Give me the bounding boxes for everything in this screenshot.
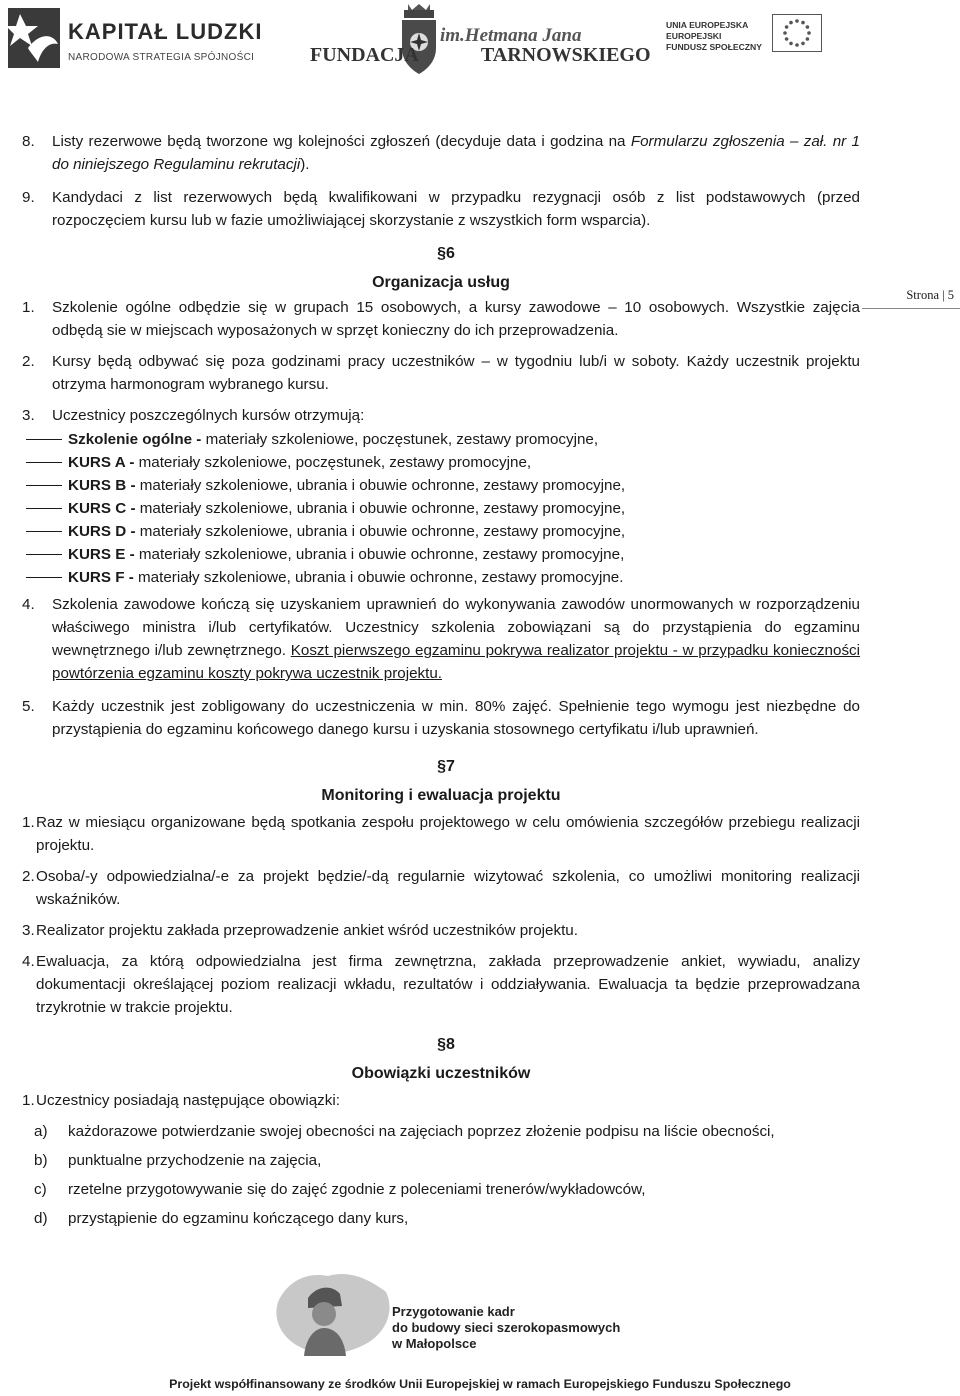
course-name: KURS B - (68, 477, 136, 494)
item-number: 4. (22, 596, 35, 613)
sub-list-item (22, 1149, 860, 1172)
dash-bullet (26, 554, 62, 555)
item-text-part: Szkolenia zawodowe kończą się uzyskaniem uprawnień do wykonywania zawodów unormowanych w rozporządzeniu właściwego ministra i/lub certyfikatów. Uczestnicy szkolenia zobowiązani są do przystąpienia do egzaminu wewnętrznego i/lub zewnętrznego. (52, 596, 860, 659)
foundation-name (310, 44, 651, 67)
kapital-ludzki-subtitle: NARODOWA STRATEGIA SPÓJNOŚCI (68, 52, 255, 63)
page-header (0, 0, 960, 80)
course-desc: materiały szkoleniowe, ubrania i obuwie ochronne, zestawy promocyjne, (135, 500, 626, 517)
sub-item-text: rzetelne przygotowywanie się do zajęć zgodnie z poleceniami trenerów/wykładowców, (68, 1181, 646, 1198)
item-text: Ewaluacja, za którą odpowiedzialna jest firma zewnętrzna, zakłada przeprowadzenie ankiet, wywiadu, analizy dokumentacji określającej poziom realizacji wkładu, rezultatów i oddziaływania. Ewaluacja ta będzie przeprowadzana trzykrotnie w trakcie projektu. (36, 953, 860, 1016)
document-body (22, 130, 860, 1230)
page-number-label (862, 284, 960, 309)
section-title: Obowiązki uczestników (351, 1065, 531, 1082)
course-name: KURS A - (68, 454, 135, 471)
list-item (22, 919, 860, 942)
item-number: 2. (22, 868, 35, 885)
item-text: Osoba/-y odpowiedzialna/-e za projekt będzie/-dą regularnie wizytować szkolenia, co umożliwi monitoring realizacji wskaźników. (36, 868, 860, 908)
item-text: Kandydaci z list rezerwowych będą kwalifikowani w przypadku rezygnacji osób z list podstawowych (przed rozpoczęciem kursu lub w fazie umożliwiającej skorzystanie z wszystkich form wsparcia). (52, 189, 860, 229)
list-item (22, 695, 860, 741)
list-item (22, 950, 860, 1019)
sub-list-item (22, 1207, 860, 1230)
item-text-italic: Formularzu zgłoszenia – zał. nr 1 do niniejszego Regulaminu rekrutacji (52, 133, 860, 173)
item-text (52, 593, 860, 685)
course-desc: materiały szkoleniowe, ubrania i obuwie ochronne, zestawy promocyjne. (133, 569, 624, 586)
item-number: 1. (22, 814, 35, 831)
course-desc: materiały szkoleniowe, poczęstunek, zestawy promocyjne, (134, 454, 532, 471)
course-item (22, 543, 860, 566)
item-text: Uczestnicy poszczególnych kursów otrzymują: (52, 407, 365, 424)
item-text: Raz w miesiącu organizowane będą spotkania zespołu projektowego w celu omówienia szczegółów przebiegu realizacji projektu. (36, 814, 860, 854)
item-number: 8. (22, 133, 35, 150)
course-item (22, 474, 860, 497)
course-item (22, 520, 860, 543)
list-item (22, 865, 860, 911)
section-symbol: §6 (437, 245, 455, 262)
item-text-part: Listy rezerwowe będą tworzone wg kolejności zgłoszeń (decyduje data i godzina na (52, 133, 631, 150)
list-item (22, 811, 860, 857)
course-item (22, 566, 860, 589)
course-desc: materiały szkoleniowe, poczęstunek, zestawy promocyjne, (201, 431, 599, 448)
section-list (22, 811, 860, 1019)
item-number: 4. (22, 953, 35, 970)
item-number: 9. (22, 189, 35, 206)
page-number-text: Strona | 5 (906, 288, 954, 302)
sub-item-letter: d) (34, 1210, 48, 1227)
list-item (22, 296, 860, 342)
item-number: 1. (22, 1092, 35, 1109)
course-name: KURS F - (68, 569, 134, 586)
kapital-ludzki-logo-icon (4, 4, 64, 72)
list-item (22, 404, 860, 427)
section-symbol: §8 (437, 1036, 455, 1053)
dash-bullet (26, 462, 62, 463)
sub-list-item (22, 1120, 860, 1143)
course-name: KURS C - (68, 500, 136, 517)
course-name: KURS E - (68, 546, 135, 563)
section-symbol: §7 (437, 758, 455, 775)
item-number: 1. (22, 299, 35, 316)
dash-bullet (26, 508, 62, 509)
foundation-name-2: TARNOWSKIEGO (480, 44, 651, 66)
item-number: 2. (22, 353, 35, 370)
course-name: Szkolenie ogólne - (68, 431, 202, 448)
list-item (22, 350, 860, 396)
course-desc: materiały szkoleniowe, ubrania i obuwie ochronne, zestawy promocyjne, (135, 523, 626, 540)
cofinance-note: Projekt współfinansowany ze środków Unii Europejskiej w ramach Europejskiego Funduszu Społecznego (169, 1377, 791, 1391)
eu-flag-icon (772, 14, 822, 52)
section-list (22, 1089, 860, 1112)
sub-item-text: przystąpienie do egzaminu kończącego dany kurs, (68, 1210, 409, 1227)
section-title: Monitoring i ewaluacja projektu (321, 787, 561, 804)
sub-list (22, 1120, 860, 1230)
dash-bullet (26, 485, 62, 486)
eu-line-2: EUROPEJSKI (666, 31, 722, 41)
section-title: Organizacja usług (372, 274, 510, 291)
course-list (22, 428, 860, 589)
item-text-part: ). (300, 156, 310, 173)
eu-line-1: UNIA EUROPEJSKA (666, 20, 749, 30)
item-text: Realizator projektu zakłada przeprowadzenie ankiet wśród uczestników projektu. (36, 922, 578, 939)
item-text (52, 130, 860, 176)
sub-item-text: punktualne przychodzenie na zajęcia, (68, 1152, 322, 1169)
project-title-line-3: w Małopolsce (392, 1336, 477, 1351)
dash-bullet (26, 577, 62, 578)
sub-item-letter: a) (34, 1123, 48, 1140)
list-item (22, 593, 860, 685)
sub-item-text: każdorazowe potwierdzanie swojej obecności na zajęciach poprzez złożenie podpisu na liście obecności, (68, 1123, 775, 1140)
course-desc: materiały szkoleniowe, ubrania i obuwie ochronne, zestawy promocyjne, (134, 546, 625, 563)
project-map-logo-icon (268, 1262, 398, 1362)
foundation-name-1: FUNDACJA (310, 44, 419, 66)
list-item (22, 1089, 860, 1112)
dash-bullet (26, 531, 62, 532)
course-name: KURS D - (68, 523, 136, 540)
item-number: 3. (22, 407, 35, 424)
item-text-underlined: Koszt pierwszego egzaminu pokrywa realizator projektu - w przypadku konieczności powtórzenia egzaminu koszty pokrywa uczestnik projektu. (52, 642, 860, 682)
sub-list-item (22, 1178, 860, 1201)
item-text: Każdy uczestnik jest zobligowany do uczestniczenia w min. 80% zajęć. Spełnienie tego wymogu jest niezbędne do przystąpienia do egzaminu końcowego danego kursu i uzyskania stosownego certyfikatu i/lub uprawnień. (52, 698, 860, 738)
project-title-line-2: do budowy sieci szerokopasmowych (392, 1320, 621, 1335)
project-title-line-1: Przygotowanie kadr (392, 1304, 515, 1319)
list-item (22, 130, 860, 176)
course-item (22, 451, 860, 474)
kapital-ludzki-title: KAPITAŁ LUDZKI (68, 19, 263, 44)
sub-item-letter: c) (34, 1181, 47, 1198)
project-title (392, 1304, 620, 1352)
eu-label (666, 20, 762, 53)
item-number: 3. (22, 922, 35, 939)
item-text: Kursy będą odbywać się poza godzinami pracy uczestników – w tygodniu lub/i w soboty. Każdy uczestnik projektu otrzyma harmonogram wybranego kursu. (52, 353, 860, 393)
list-item (22, 186, 860, 232)
foundation-prefix: im.Hetmana Jana (440, 25, 582, 46)
item-text: Szkolenie ogólne odbędzie się w grupach 15 osobowych, a kursy zawodowe – 10 osobowych. Wszystkie zajęcia odbędą sie w miejscach wyposażonych w sprzęt konieczny do ich przeprowadzenia. (52, 299, 860, 339)
course-desc: materiały szkoleniowe, ubrania i obuwie ochronne, zestawy promocyjne, (135, 477, 626, 494)
eu-line-3: FUNDUSZ SPOŁECZNY (666, 42, 762, 52)
course-item (22, 497, 860, 520)
dash-bullet (26, 439, 62, 440)
course-item (22, 428, 860, 451)
item-number: 5. (22, 698, 35, 715)
sub-item-letter: b) (34, 1152, 48, 1169)
item-text: Uczestnicy posiadają następujące obowiązki: (36, 1092, 340, 1109)
